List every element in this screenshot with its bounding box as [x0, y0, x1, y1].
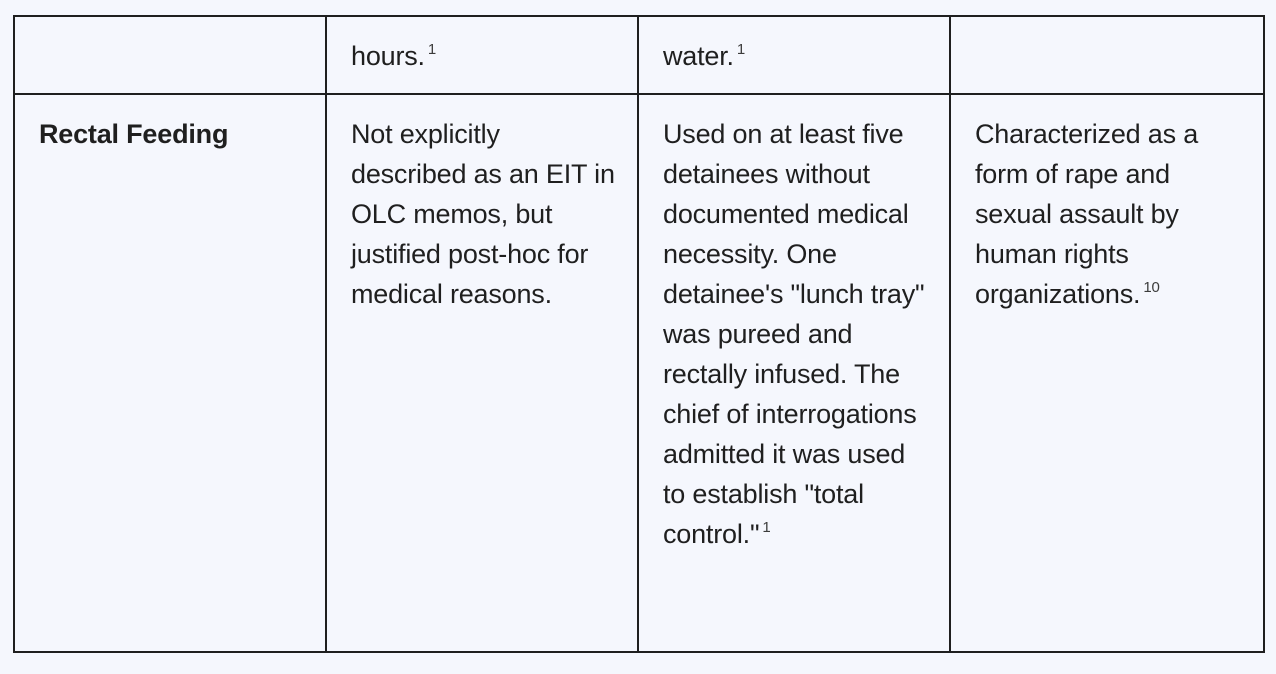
citation-ref[interactable]: 1: [762, 519, 771, 536]
legal-cell: [326, 94, 638, 652]
legal-cell: [326, 16, 638, 94]
method-label: Rectal Feeding: [39, 119, 229, 149]
table-row: [14, 94, 1264, 652]
cell-text: Characterized as a form of rape and sexual assault by human rights organizations.: [975, 119, 1199, 309]
cell-text: Used on at least five detainees without documented medical necessity. One detainee's "lunch tray" was pureed and rectally infused. The chief of interrogations admitted it was used to establish "total control.": [663, 119, 925, 549]
cell-text: Not explicitly described as an EIT in OLC memos, but justified post-hoc for medical reasons.: [351, 119, 615, 309]
table-row: [14, 16, 1264, 94]
citation-ref[interactable]: 10: [1143, 279, 1160, 296]
method-cell: [14, 16, 326, 94]
method-cell: [14, 94, 326, 652]
comparison-table: [13, 15, 1265, 653]
cell-text: hours.: [351, 41, 425, 71]
cell-text: water.: [663, 41, 734, 71]
assessment-cell: [950, 94, 1264, 652]
citation-ref[interactable]: 1: [427, 41, 436, 58]
assessment-cell: [950, 16, 1264, 94]
practice-cell: [638, 16, 950, 94]
comparison-table-container: [13, 15, 1263, 653]
citation-ref[interactable]: 1: [736, 41, 745, 58]
practice-cell: [638, 94, 950, 652]
